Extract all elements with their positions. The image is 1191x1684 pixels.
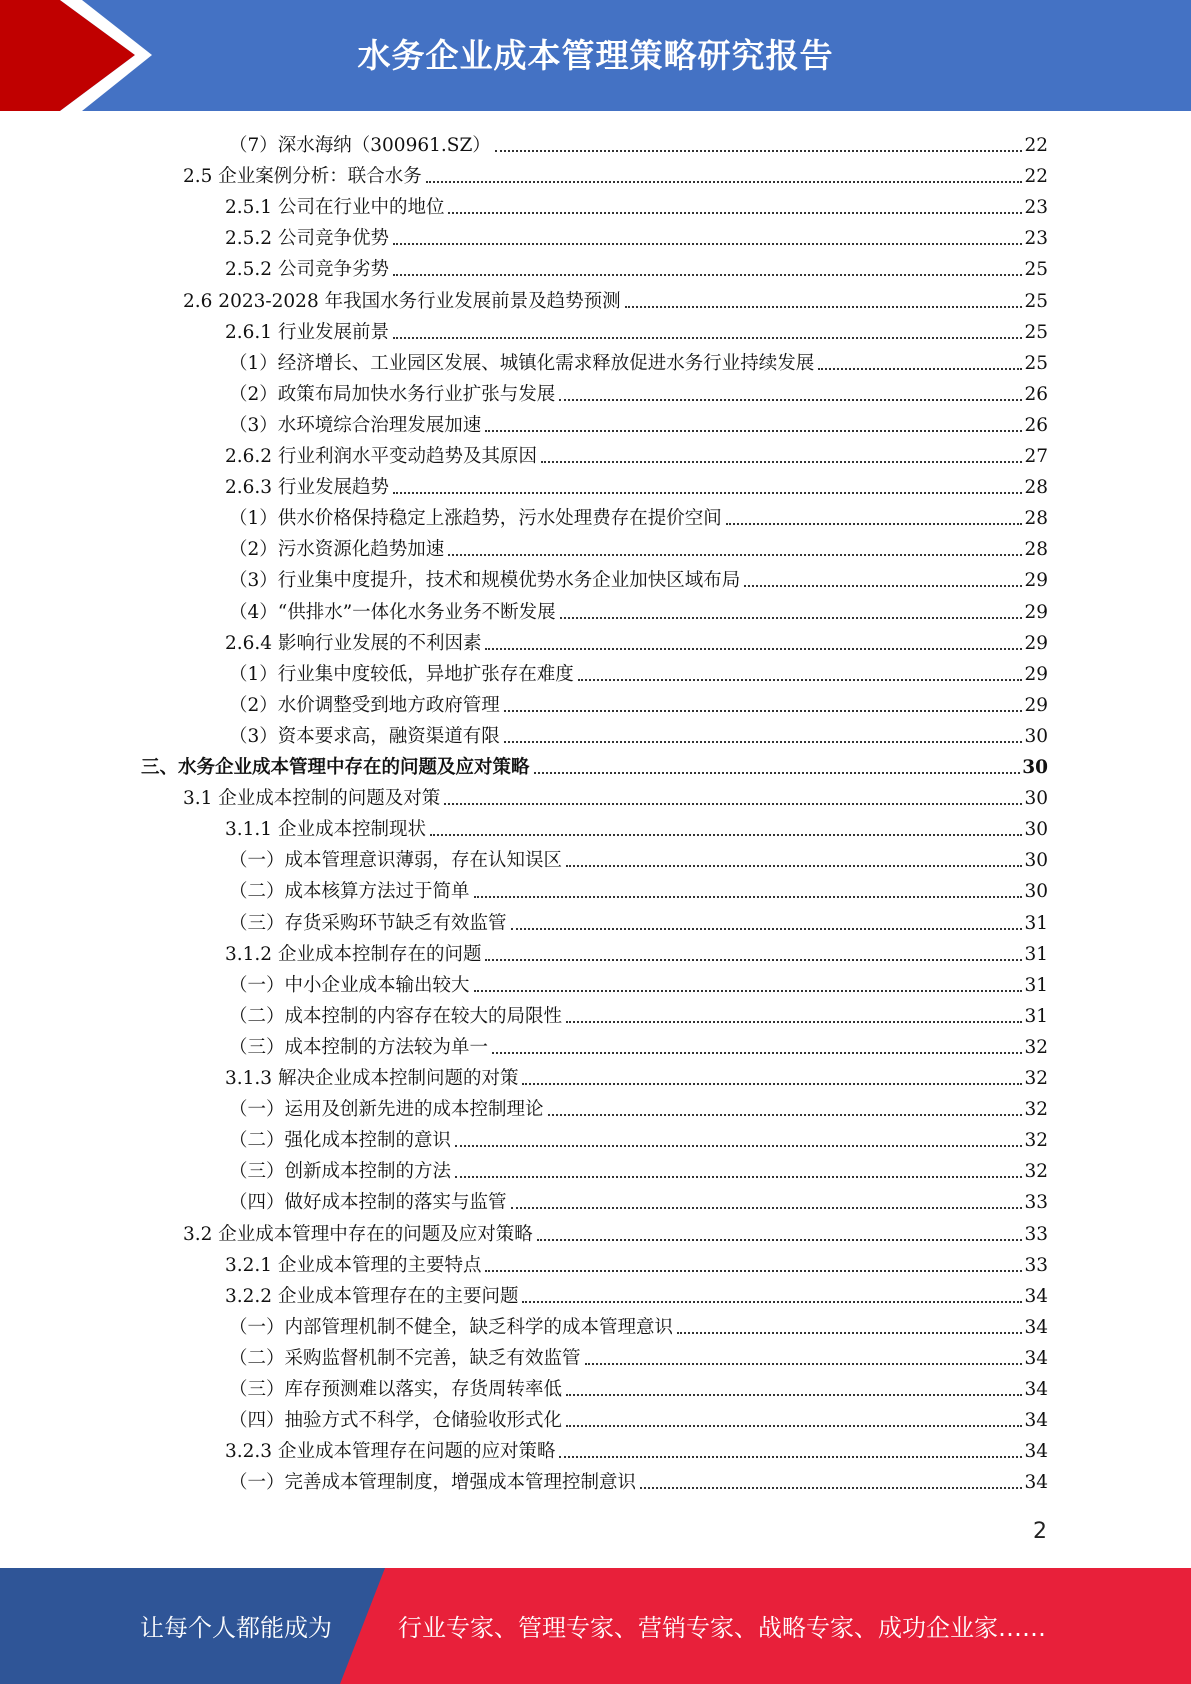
toc-entry[interactable] [225, 469, 1048, 500]
toc-entry[interactable] [183, 283, 1048, 314]
toc-entry[interactable] [229, 562, 1048, 593]
toc-entry[interactable] [229, 594, 1048, 625]
toc-dot-leader [393, 243, 1022, 245]
toc-dot-leader [511, 1207, 1023, 1209]
toc-entry[interactable] [229, 905, 1048, 936]
toc-entry-title: 3.1.3 解决企业成本控制问题的对策 [225, 1068, 519, 1089]
toc-entry[interactable] [183, 780, 1048, 811]
toc-entry[interactable] [229, 998, 1048, 1029]
footer-slogan-left: 让每个人都能成为 [140, 1614, 332, 1642]
toc-dot-leader [474, 896, 1023, 898]
toc-dot-leader [541, 461, 1022, 463]
toc-entry-title: 2.6 2023-2028 年我国水务行业发展前景及趋势预测 [183, 290, 621, 312]
toc-entry[interactable] [229, 873, 1048, 904]
toc-dot-leader [818, 368, 1022, 370]
toc-entry-title: （三）库存预测难以落实，存货周转率低 [229, 1379, 563, 1400]
toc-dot-leader [548, 1114, 1023, 1116]
toc-dot-leader [495, 150, 1023, 152]
toc-entry-page: 28 [1024, 539, 1048, 561]
toc-entry-page: 33 [1024, 1192, 1048, 1214]
toc-entry[interactable] [229, 1029, 1048, 1060]
toc-entry-page: 30 [1022, 757, 1048, 778]
toc-entry-page: 34 [1024, 1472, 1048, 1494]
toc-entry-page: 25 [1024, 352, 1048, 374]
toc-entry-title: （7）深水海纳（300961.SZ） [229, 135, 491, 156]
toc-entry-page: 25 [1024, 259, 1048, 281]
toc-entry[interactable] [229, 1402, 1048, 1433]
toc-entry[interactable] [225, 251, 1048, 282]
toc-entry-page: 30 [1024, 881, 1048, 903]
toc-entry[interactable] [225, 314, 1048, 345]
toc-entry-page: 31 [1024, 943, 1048, 965]
toc-entry-page: 23 [1024, 228, 1048, 250]
toc-dot-leader [485, 648, 1022, 650]
toc-dot-leader [504, 710, 1023, 712]
toc-dot-leader [430, 834, 1022, 836]
toc-dot-leader [726, 523, 1023, 525]
toc-entry-title: 2.6.2 行业利润水平变动趋势及其原因 [225, 446, 537, 467]
toc-entry-page: 28 [1024, 477, 1048, 499]
toc-entry-page: 29 [1024, 632, 1048, 654]
toc-entry[interactable] [229, 531, 1048, 562]
toc-dot-leader [485, 959, 1022, 961]
toc-entry[interactable] [229, 718, 1048, 749]
toc-entry-title: （一）中小企业成本输出较大 [229, 974, 470, 996]
toc-entry-title: （1）经济增长、工业园区发展、城镇化需求释放促进水务行业持续发展 [229, 352, 815, 374]
toc-dot-leader [455, 1176, 1022, 1178]
toc-entry-page: 31 [1024, 974, 1048, 996]
toc-dot-leader [492, 1052, 1022, 1054]
toc-entry-title: 2.5.1 公司在行业中的地位 [225, 197, 445, 219]
toc-entry-title: 2.6.3 行业发展趋势 [225, 477, 389, 499]
toc-dot-leader [566, 1021, 1022, 1023]
toc-dot-leader [677, 1332, 1022, 1334]
toc-entry-title: （四）做好成本控制的落实与监管 [229, 1192, 507, 1214]
toc-entry-title: 2.5 企业案例分析：联合水务 [183, 166, 422, 188]
toc-entry-title: （二）强化成本控制的意识 [229, 1130, 452, 1152]
toc-entry-page: 22 [1024, 135, 1048, 156]
toc-entry-page: 30 [1024, 850, 1048, 872]
toc-entry-title: （1）行业集中度较低，异地扩张存在难度 [229, 663, 574, 685]
toc-entry-title: （三）成本控制的方法较为单一 [229, 1036, 489, 1058]
toc-entry[interactable] [229, 1184, 1048, 1215]
toc-entry-title: （一）内部管理机制不健全，缺乏科学的成本管理意识 [229, 1316, 674, 1338]
toc-entry-page: 25 [1024, 321, 1048, 343]
toc-dot-leader [534, 772, 1021, 774]
toc-entry-title: （三）创新成本控制的方法 [229, 1161, 452, 1183]
toc-entry-page: 34 [1024, 1379, 1048, 1400]
toc-entry-title: （2）政策布局加快水务行业扩张与发展 [229, 383, 556, 405]
toc-entry[interactable] [225, 936, 1048, 967]
toc-entry[interactable] [229, 842, 1048, 873]
toc-entry-title: （3）行业集中度提升，技术和规模优势水务企业加快区域布局 [229, 570, 741, 592]
toc-entry-page: 34 [1024, 1410, 1048, 1432]
toc-dot-leader [485, 430, 1022, 432]
toc-entry[interactable] [229, 967, 1048, 998]
toc-dot-leader [448, 554, 1022, 556]
toc-entry[interactable] [229, 1371, 1048, 1402]
toc-entry[interactable] [225, 625, 1048, 656]
toc-entry-title: 2.6.4 影响行业发展的不利因素 [225, 632, 482, 654]
toc-dot-leader [625, 306, 1023, 308]
toc-dot-leader [585, 1363, 1023, 1365]
toc-entry-title: （2）污水资源化趋势加速 [229, 539, 445, 561]
toc-dot-leader [559, 1456, 1022, 1458]
toc-entry[interactable] [229, 656, 1048, 687]
toc-dot-leader [522, 1301, 1022, 1303]
toc-dot-leader [448, 212, 1022, 214]
toc-dot-leader [474, 990, 1023, 992]
toc-entry-page: 31 [1024, 912, 1048, 934]
toc-entry-page: 32 [1024, 1099, 1048, 1121]
toc-entry[interactable] [229, 1091, 1048, 1122]
toc-entry-title: 2.5.2 公司竞争优势 [225, 228, 389, 250]
toc-entry-page: 34 [1024, 1441, 1048, 1463]
toc-entry-title: （二）成本控制的内容存在较大的局限性 [229, 1005, 563, 1027]
toc-entry-page: 34 [1024, 1347, 1048, 1369]
toc-entry[interactable] [141, 749, 1048, 780]
toc-entry-title: （四）抽验方式不科学，仓储验收形式化 [229, 1410, 563, 1432]
toc-entry-page: 33 [1024, 1254, 1048, 1276]
toc-dot-leader [559, 399, 1022, 401]
toc-entry[interactable] [225, 1433, 1048, 1464]
toc-entry-title: （二）采购监督机制不完善，缺乏有效监管 [229, 1347, 581, 1369]
toc-entry-page: 30 [1024, 788, 1048, 810]
toc-entry-title: （4）“供排水”一体化水务业务不断发展 [229, 601, 556, 623]
toc-dot-leader [444, 803, 1022, 805]
toc-entry[interactable] [229, 687, 1048, 718]
toc-entry-title: 三、水务企业成本管理中存在的问题及应对策略 [141, 757, 530, 778]
toc-dot-leader [522, 1083, 1022, 1085]
toc-entry-page: 32 [1024, 1036, 1048, 1058]
toc-dot-leader [393, 274, 1022, 276]
toc-entry-page: 26 [1024, 414, 1048, 436]
toc-entry-page: 25 [1024, 290, 1048, 312]
toc-dot-leader [566, 1394, 1022, 1396]
toc-dot-leader [566, 865, 1022, 867]
toc-entry-title: 3.2.3 企业成本管理存在问题的应对策略 [225, 1441, 556, 1463]
toc-entry-page: 34 [1024, 1316, 1048, 1338]
toc-entry-page: 26 [1024, 383, 1048, 405]
toc-entry[interactable] [225, 220, 1048, 251]
toc-dot-leader [393, 337, 1022, 339]
toc-dot-leader [537, 1239, 1023, 1241]
toc-entry[interactable] [229, 376, 1048, 407]
toc-entry[interactable] [225, 1247, 1048, 1278]
toc-entry-page: 29 [1024, 601, 1048, 623]
toc-entry[interactable] [229, 1122, 1048, 1153]
toc-entry-page: 31 [1024, 1005, 1048, 1027]
toc-dot-leader [393, 492, 1022, 494]
toc-dot-leader [578, 679, 1023, 681]
toc-entry-title: 3.2.2 企业成本管理存在的主要问题 [225, 1285, 519, 1307]
toc-entry[interactable] [183, 1216, 1048, 1247]
toc-dot-leader [504, 741, 1023, 743]
toc-entry[interactable] [225, 438, 1048, 469]
toc-dot-leader [560, 617, 1023, 619]
toc-entry-page: 30 [1024, 819, 1048, 841]
toc-entry-page: 22 [1024, 166, 1048, 188]
toc-entry[interactable] [183, 158, 1048, 189]
toc-dot-leader [426, 181, 1023, 183]
toc-entry-title: （一）运用及创新先进的成本控制理论 [229, 1099, 544, 1121]
toc-entry[interactable] [229, 1340, 1048, 1371]
toc-entry-title: 3.1.2 企业成本控制存在的问题 [225, 943, 482, 965]
footer-band [0, 1568, 1191, 1684]
toc-entry[interactable] [225, 1278, 1048, 1309]
page-number: 2 [1033, 1519, 1047, 1544]
toc-dot-leader [511, 928, 1023, 930]
toc-entry[interactable] [229, 407, 1048, 438]
header-band [0, 0, 1191, 111]
toc-entry-page: 34 [1024, 1285, 1048, 1307]
toc-entry-page: 32 [1024, 1161, 1048, 1183]
toc-entry-title: （1）供水价格保持稳定上涨趋势，污水处理费存在提价空间 [229, 508, 722, 530]
toc-entry[interactable] [225, 189, 1048, 220]
toc-entry-page: 30 [1024, 725, 1048, 747]
toc-entry[interactable] [229, 1309, 1048, 1340]
toc-entry-page: 23 [1024, 197, 1048, 219]
toc-entry-page: 27 [1024, 446, 1048, 467]
toc-entry-page: 32 [1024, 1068, 1048, 1089]
toc-entry[interactable] [229, 500, 1048, 531]
toc-entry[interactable] [225, 811, 1048, 842]
toc-entry-title: （一）完善成本管理制度，增强成本管理控制意识 [229, 1472, 637, 1494]
toc-entry-page: 33 [1024, 1223, 1048, 1245]
toc-entry-page: 29 [1024, 694, 1048, 716]
toc-entry-page: 29 [1024, 570, 1048, 592]
toc-entry-page: 28 [1024, 508, 1048, 530]
header-title: 水务企业成本管理策略研究报告 [357, 36, 834, 75]
toc-entry-title: （一）成本管理意识薄弱，存在认知误区 [229, 850, 563, 872]
toc-entry[interactable] [225, 1060, 1048, 1091]
toc-entry-title: 2.5.2 公司竞争劣势 [225, 259, 389, 281]
toc-entry[interactable] [229, 345, 1048, 376]
toc-dot-leader [640, 1487, 1022, 1489]
toc-entry-title: 3.1 企业成本控制的问题及对策 [183, 788, 441, 810]
toc-entry-title: （2）水价调整受到地方政府管理 [229, 694, 500, 716]
toc-entry[interactable] [229, 1464, 1048, 1495]
toc-dot-leader [455, 1145, 1022, 1147]
toc-dot-leader [485, 1270, 1022, 1272]
toc-entry-title: 3.2.1 企业成本管理的主要特点 [225, 1254, 482, 1276]
toc-entry-title: 2.6.1 行业发展前景 [225, 321, 389, 343]
toc-entry-title: 3.2 企业成本管理中存在的问题及应对策略 [183, 1223, 533, 1245]
toc-entry-page: 29 [1024, 663, 1048, 685]
toc-dot-leader [744, 585, 1022, 587]
toc-entry-title: 3.1.1 企业成本控制现状 [225, 819, 426, 841]
toc-entry[interactable] [229, 127, 1048, 158]
footer-slogan-right: 行业专家、管理专家、营销专家、战略专家、成功企业家…… [398, 1614, 1046, 1642]
toc-entry-title: （三）存货采购环节缺乏有效监管 [229, 912, 507, 934]
toc-entry-page: 32 [1024, 1130, 1048, 1152]
toc-entry-title: （二）成本核算方法过于简单 [229, 881, 470, 903]
toc-entry-title: （3）水环境综合治理发展加速 [229, 414, 482, 436]
toc-entry[interactable] [229, 1153, 1048, 1184]
toc-dot-leader [566, 1425, 1022, 1427]
toc-entry-title: （3）资本要求高，融资渠道有限 [229, 725, 500, 747]
